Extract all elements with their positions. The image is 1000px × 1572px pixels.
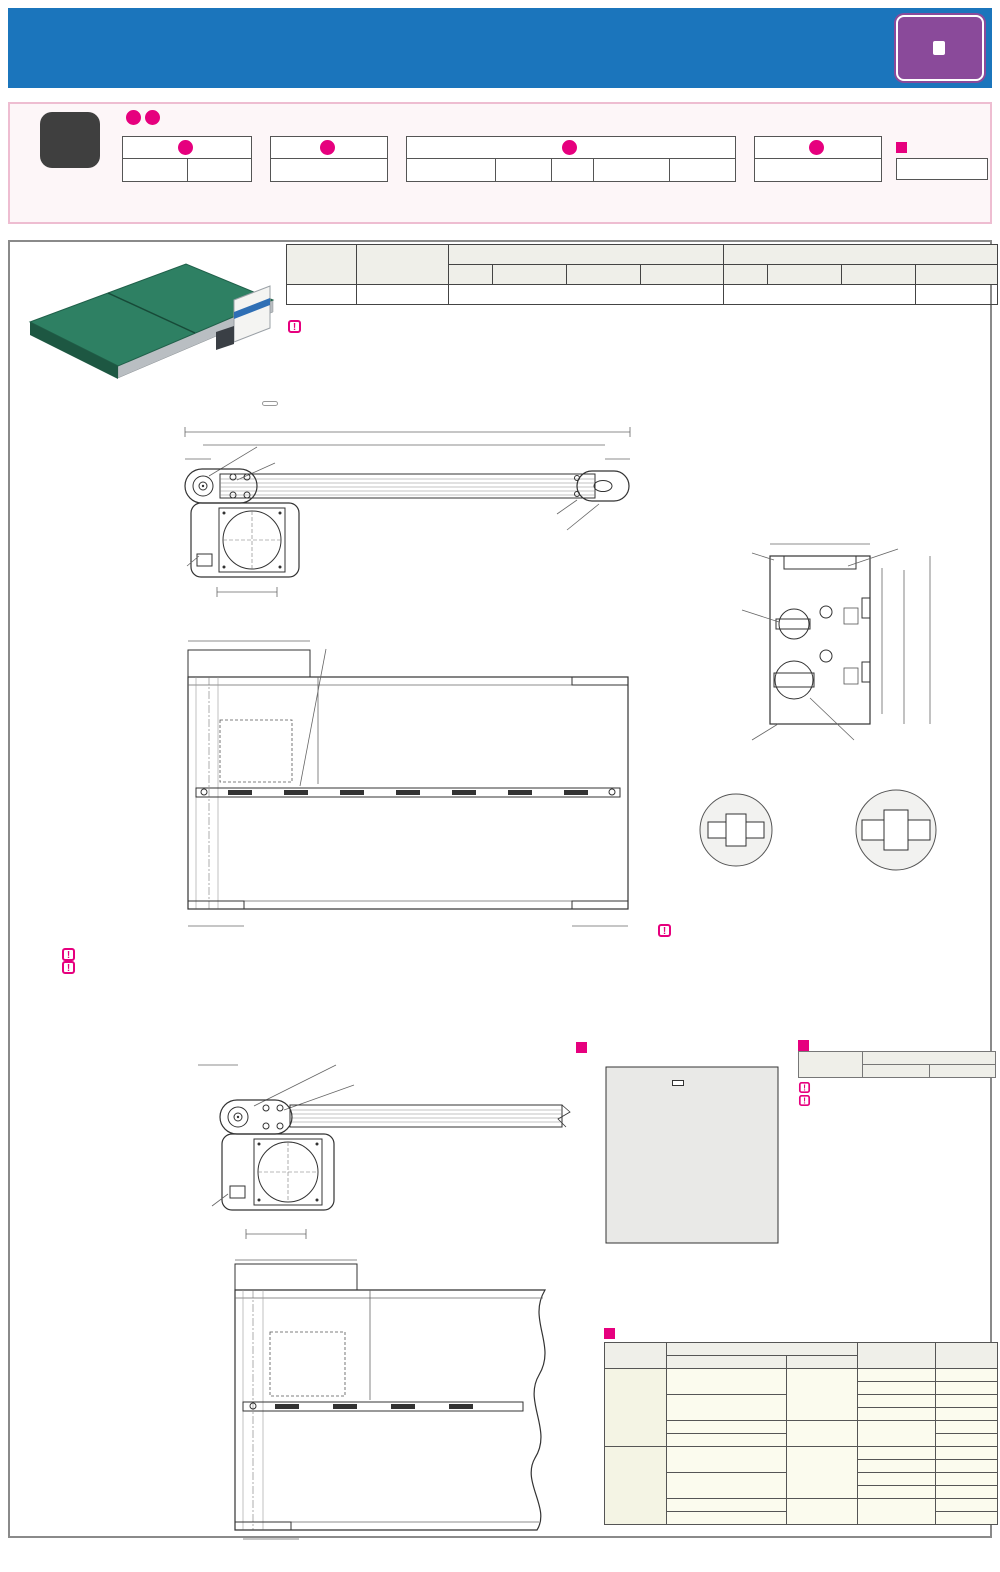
feature-note bbox=[288, 320, 306, 333]
spec-code-value bbox=[287, 285, 357, 305]
box-cell bbox=[593, 159, 669, 181]
drawing-40w-top bbox=[65, 1250, 635, 1542]
warning-icon bbox=[62, 948, 75, 961]
a-table-block bbox=[604, 1328, 998, 1525]
spec-type-value bbox=[357, 285, 449, 305]
conveyor-illustration bbox=[18, 248, 280, 404]
gear-header-50hz bbox=[863, 1065, 930, 1078]
order-box-optional bbox=[896, 136, 988, 182]
circle-number-1 bbox=[178, 140, 193, 155]
box-cell bbox=[495, 159, 551, 181]
magenta-square-icon bbox=[798, 1040, 809, 1051]
spec-surface1-value bbox=[723, 285, 915, 305]
phone-24-icon bbox=[40, 112, 100, 168]
cad-logo bbox=[262, 401, 278, 406]
order-box-model bbox=[122, 136, 252, 182]
spec-header-type bbox=[357, 245, 449, 285]
table-row bbox=[605, 1369, 998, 1382]
circle-number-3 bbox=[562, 140, 577, 155]
circle-number-4 bbox=[145, 110, 160, 125]
gear-header-60hz bbox=[929, 1065, 996, 1078]
magenta-square-icon bbox=[896, 142, 907, 153]
gear-table-block bbox=[798, 1040, 998, 1107]
table-row bbox=[605, 1447, 998, 1460]
spec-material-value bbox=[449, 285, 723, 305]
a-header-a bbox=[935, 1343, 997, 1369]
spec-subheader bbox=[449, 265, 493, 285]
a-header-power bbox=[605, 1343, 667, 1369]
spec-subheader bbox=[493, 265, 567, 285]
spec-subheader bbox=[915, 265, 997, 285]
gear-notes bbox=[798, 1081, 998, 1107]
a-header-maker bbox=[787, 1356, 857, 1369]
drawing-25w-side bbox=[125, 414, 670, 629]
drawing-40w-side bbox=[40, 1048, 590, 1253]
spec-table bbox=[286, 244, 998, 305]
magenta-square-icon bbox=[604, 1328, 615, 1339]
warning-icon bbox=[62, 961, 75, 974]
spec-header-code bbox=[287, 245, 357, 285]
gear-table bbox=[798, 1051, 996, 1078]
box-cell bbox=[187, 159, 252, 181]
drawing-cross-section bbox=[648, 518, 996, 918]
box-cell bbox=[551, 159, 593, 181]
spec-subheader bbox=[641, 265, 723, 285]
a-header-ratio bbox=[857, 1343, 935, 1369]
bulk-order-badge bbox=[896, 15, 984, 81]
dash-separator bbox=[882, 136, 896, 182]
order-box-motor bbox=[406, 136, 736, 182]
gear-header-speed bbox=[863, 1052, 996, 1065]
gear-header-ratio bbox=[799, 1052, 863, 1078]
box-cell bbox=[271, 159, 387, 181]
order-boxes bbox=[122, 136, 988, 182]
a-header-motor bbox=[667, 1343, 857, 1356]
order-box-length bbox=[270, 136, 388, 182]
spec-header-material bbox=[449, 245, 723, 265]
optional-codes bbox=[896, 158, 988, 180]
box-cell bbox=[755, 159, 881, 181]
a-table bbox=[604, 1342, 998, 1525]
warning-icon bbox=[799, 1095, 810, 1106]
spec-subheader bbox=[767, 265, 841, 285]
order-instruction bbox=[126, 110, 162, 125]
warning-icon bbox=[799, 1082, 810, 1093]
document-icon bbox=[933, 41, 945, 55]
order-panel bbox=[8, 102, 992, 224]
spec-subheader bbox=[841, 265, 915, 285]
product-image bbox=[18, 248, 280, 406]
spec-header-surface bbox=[723, 245, 997, 265]
box-cell bbox=[123, 159, 187, 181]
dash-separator bbox=[252, 136, 270, 182]
circle-number-4 bbox=[809, 140, 824, 155]
chart-canvas bbox=[576, 1053, 796, 1289]
magenta-square-icon bbox=[576, 1042, 587, 1053]
box-cell bbox=[669, 159, 735, 181]
page-header bbox=[8, 8, 992, 88]
a-header-spec bbox=[667, 1356, 787, 1369]
phone-block bbox=[22, 112, 118, 174]
spec-surface2-value bbox=[915, 285, 997, 305]
dash-separator bbox=[736, 136, 754, 182]
warning-icon bbox=[288, 320, 301, 333]
spec-subheader bbox=[723, 265, 767, 285]
order-box-brand bbox=[754, 136, 882, 182]
capacity-chart bbox=[576, 1042, 798, 1294]
warning-icon bbox=[658, 924, 671, 937]
circle-number-1 bbox=[126, 110, 141, 125]
circle-number-2 bbox=[320, 140, 335, 155]
drawing-25w-top bbox=[68, 632, 668, 942]
spec-subheader bbox=[567, 265, 641, 285]
dash-separator bbox=[388, 136, 406, 182]
box-cell bbox=[407, 159, 495, 181]
hex-nut-note bbox=[658, 924, 676, 937]
main-panel bbox=[8, 240, 992, 1538]
notes-block bbox=[62, 948, 682, 974]
chart-legend bbox=[672, 1080, 684, 1086]
